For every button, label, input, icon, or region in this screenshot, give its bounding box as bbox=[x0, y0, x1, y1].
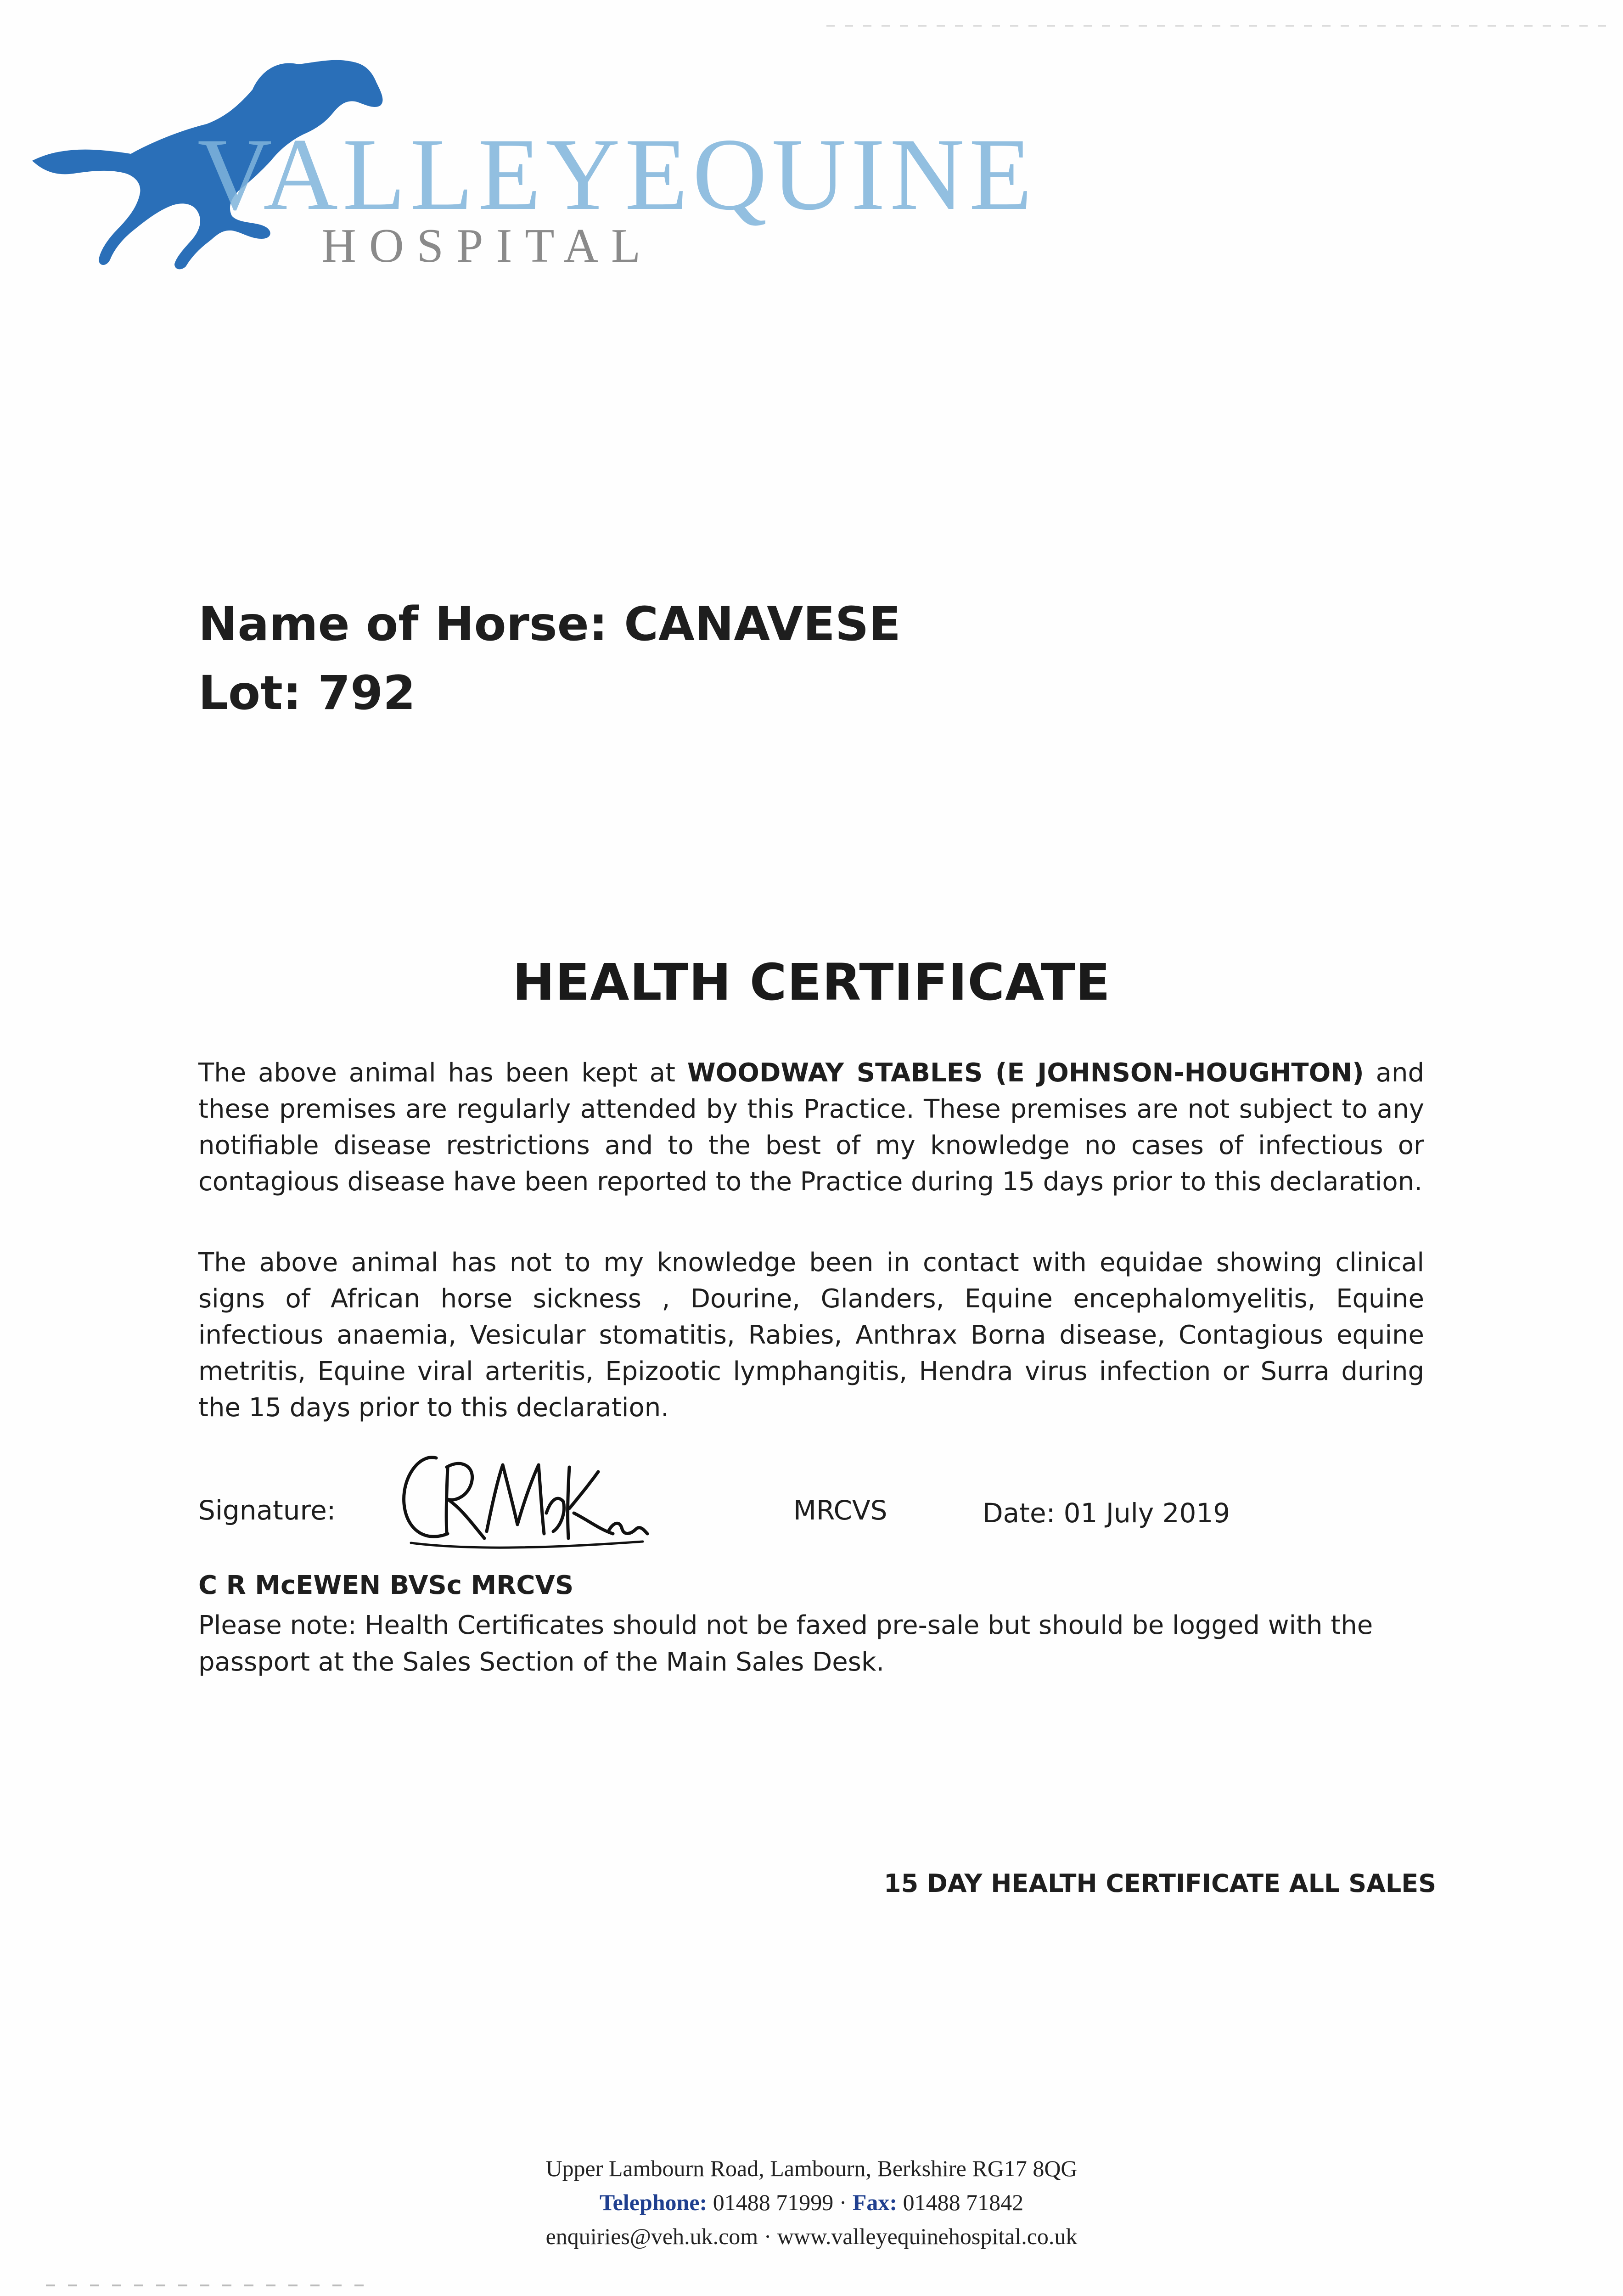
premises-rest: and these premises are regularly attended by this Practice. These premises are not subject to any notifiable disease restrictions and to the best of my knowledge no cases of infectious or contagious disease have been reported to the Practice during 15 days prior to this declaration. bbox=[198, 1058, 1424, 1197]
scan-artifact-line bbox=[826, 25, 1607, 27]
logo-graphic bbox=[23, 51, 1037, 272]
logo-sub-text: HOSPITAL bbox=[321, 219, 654, 272]
scan-artifact-line-bottom bbox=[46, 2285, 367, 2286]
footer-address bbox=[0, 2151, 1623, 2253]
horse-name: Name of Horse: CANAVESE bbox=[198, 597, 901, 652]
telephone-number: 01488 71999 bbox=[713, 2189, 834, 2215]
signature-label: Signature: bbox=[198, 1495, 336, 1526]
horse-info bbox=[198, 590, 901, 728]
stable-name: WOODWAY STABLES (E JOHNSON-HOUGHTON) bbox=[687, 1058, 1364, 1088]
premises-paragraph bbox=[198, 1055, 1424, 1200]
fax-label: Fax: bbox=[852, 2189, 898, 2215]
signer-name: C R McEWEN BVSc MRCVS bbox=[198, 1570, 574, 1600]
logo-brand-text: VALLEYEQUINE bbox=[197, 117, 1037, 231]
email-website: enquiries@veh.uk.com · www.valleyequinehospital.co.uk bbox=[545, 2223, 1078, 2249]
signature-row bbox=[0, 1495, 1623, 1545]
lot-number: Lot: 792 bbox=[198, 666, 416, 720]
mrcvs-label: MRCVS bbox=[793, 1495, 887, 1526]
address-line: Upper Lambourn Road, Lambourn, Berkshire RG17 8QG bbox=[545, 2155, 1078, 2181]
disease-contact-paragraph: The above animal has not to my knowledge been in contact with equidae showing clinical signs of African horse sickness , Dourine, Glanders, Equine encephalomyelitis, Equine infectious anaemia, Vesicular stomatitis, Rabies, Anthrax Borna disease, Contagious equine metritis, Equine viral arteritis, Epizootic lymphangitis, Hendra virus infection or Surra during the 15 days prior to this declaration. bbox=[198, 1248, 1424, 1423]
please-note: Please note: Health Certificates should not be faxed pre-sale but should be logged with the passport at the Sales Section of the Main Sales Desk. bbox=[198, 1610, 1373, 1677]
fax-number: 01488 71842 bbox=[903, 2189, 1024, 2215]
premises-lead: The above animal has been kept at bbox=[198, 1058, 675, 1088]
telephone-label: Telephone: bbox=[599, 2189, 708, 2215]
separator: · bbox=[839, 2189, 847, 2215]
contact-numbers bbox=[0, 2185, 1623, 2219]
certificate-type-tag: 15 DAY HEALTH CERTIFICATE ALL SALES bbox=[884, 1869, 1437, 1898]
handwritten-signature bbox=[393, 1440, 650, 1559]
signature-date: Date: 01 July 2019 bbox=[983, 1497, 1230, 1529]
valley-equine-logo bbox=[23, 51, 1037, 272]
document-title: HEALTH CERTIFICATE bbox=[512, 953, 1111, 1012]
